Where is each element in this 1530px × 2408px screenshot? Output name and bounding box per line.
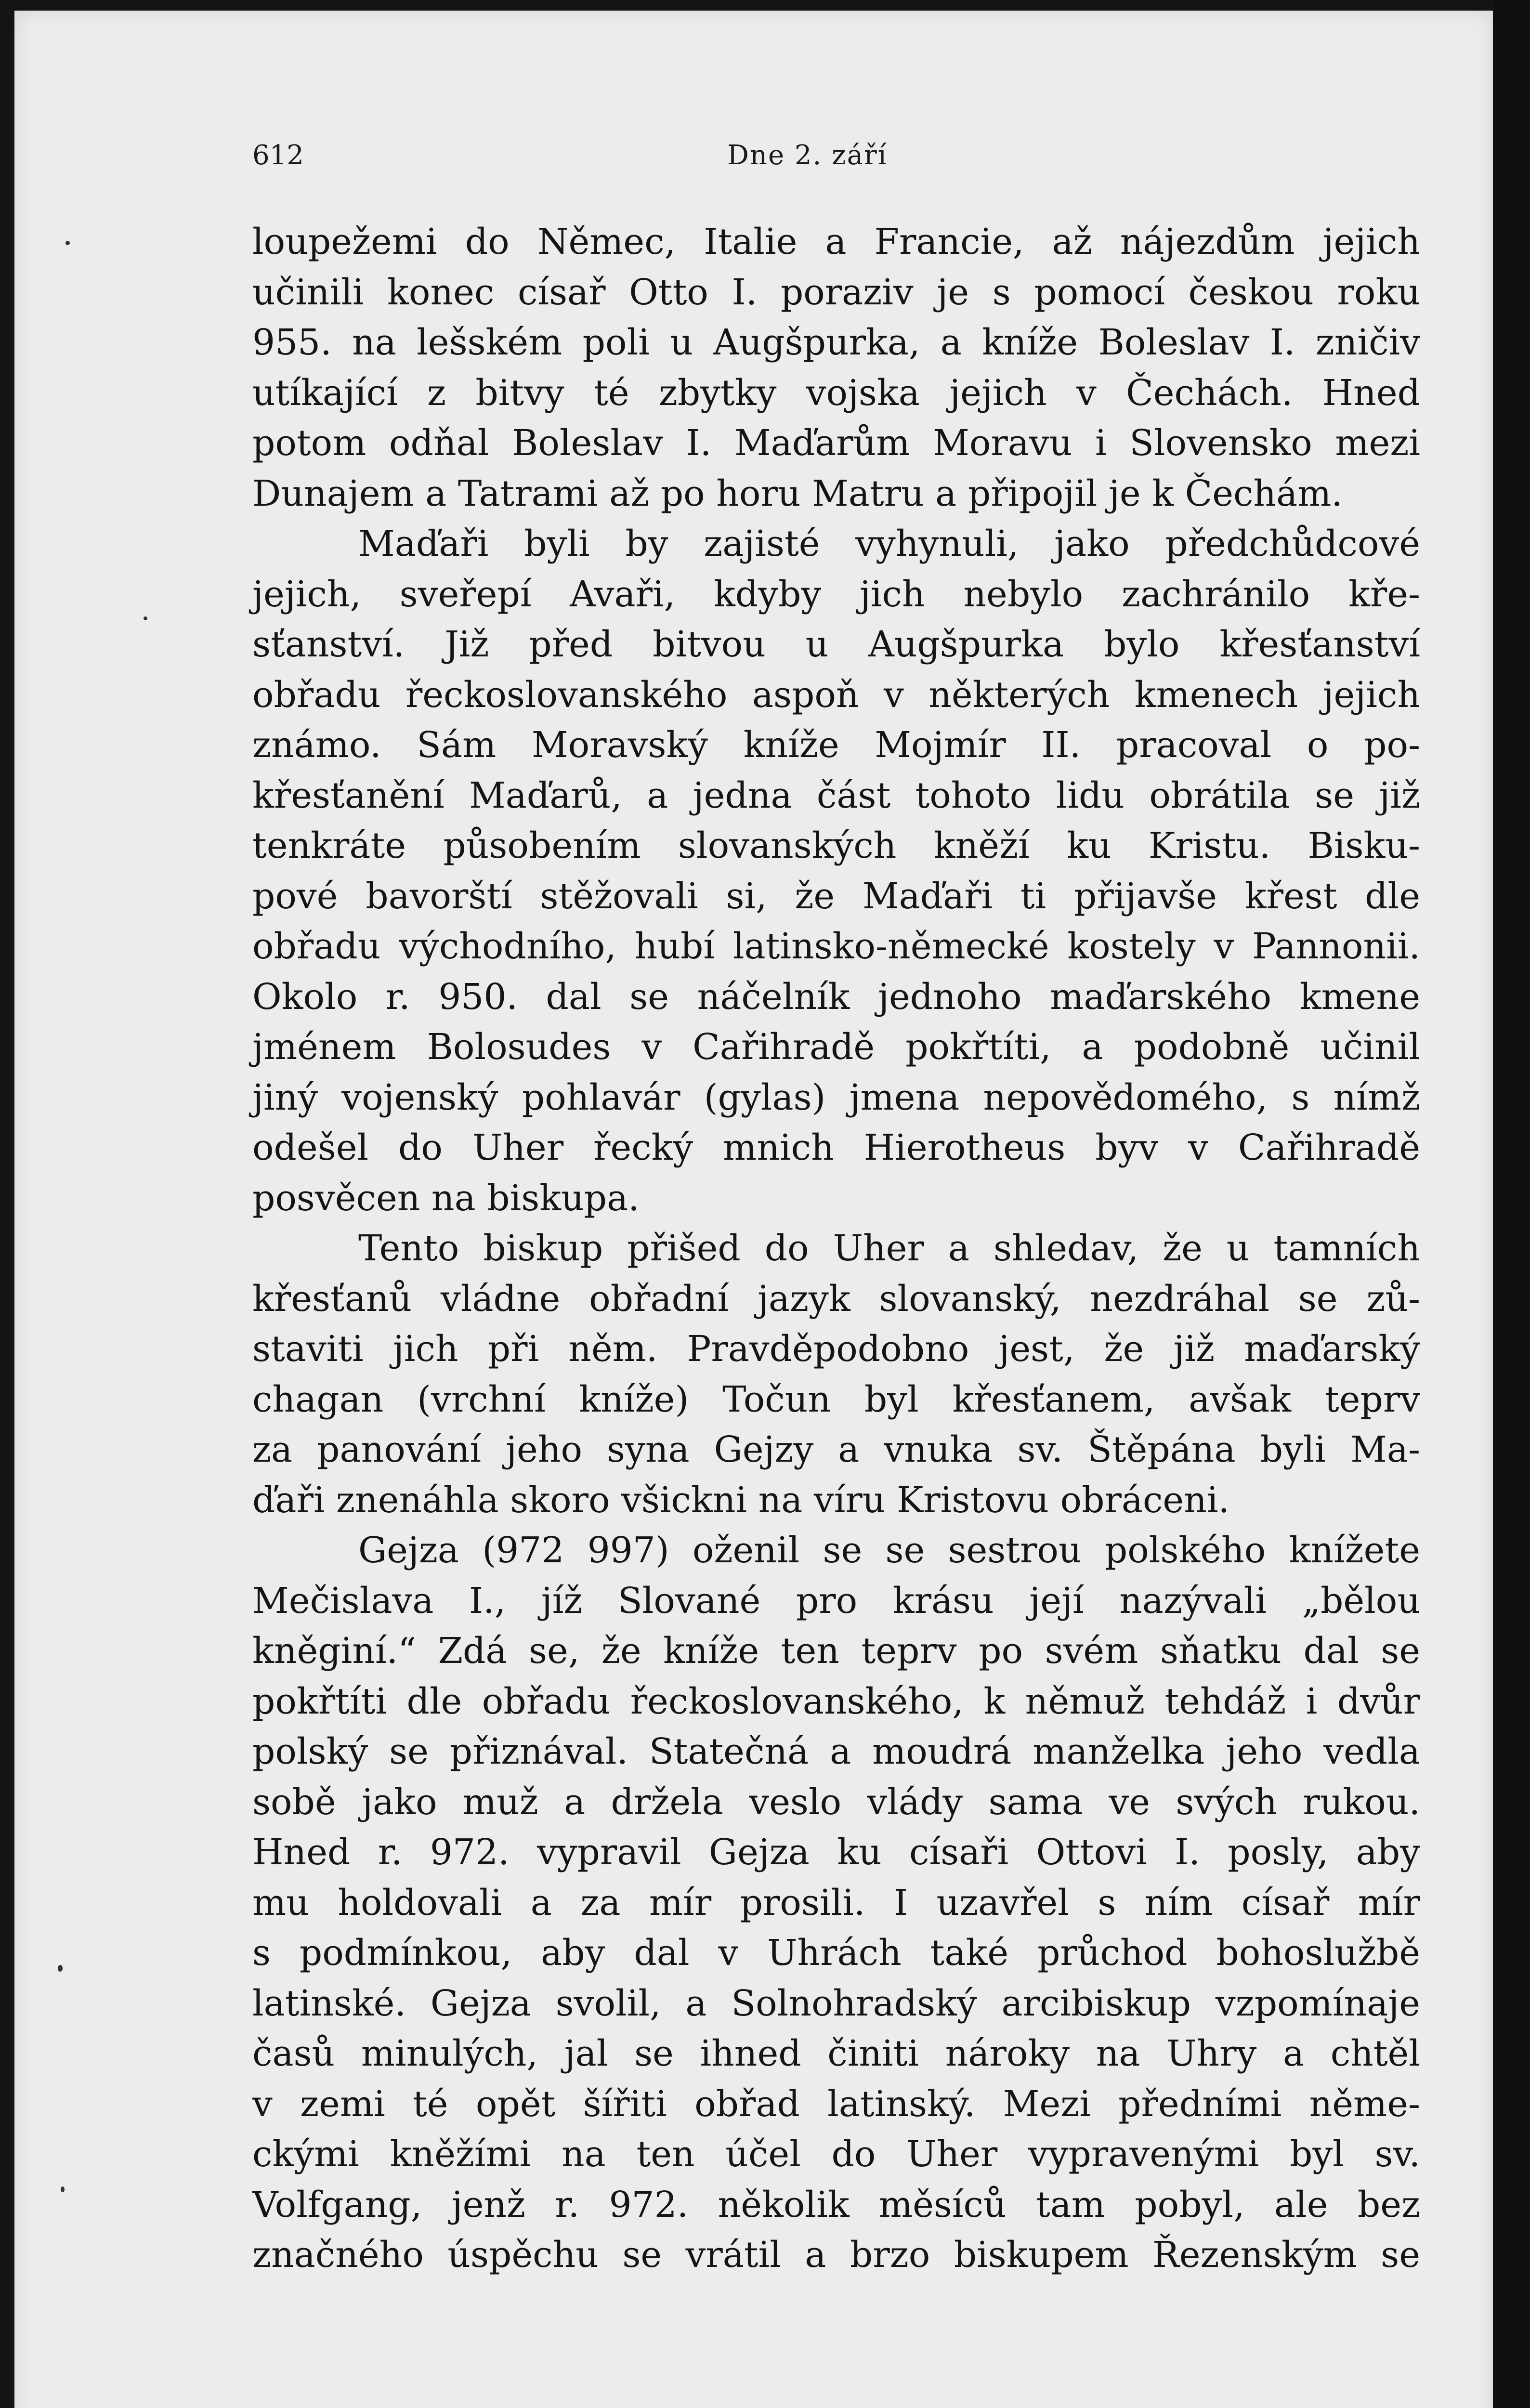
text-line: za panování jeho syna Gejzy a vnuka sv. Štěpána byli Ma- xyxy=(252,1429,1420,1470)
text-line: chagan (vrchní kníže) Točun byl křesťanem, avšak teprv xyxy=(252,1378,1420,1420)
text-line: polský se přiznával. Statečná a moudrá manželka jeho vedla xyxy=(252,1731,1420,1772)
body-text xyxy=(252,217,1420,2280)
text-line: latinské. Gejza svolil, a Solnohradský arcibiskup vzpomínaje xyxy=(252,1982,1420,2024)
text-line: časů minulých, jal se ihned činiti nároky na Uhry a chtěl xyxy=(252,2033,1420,2074)
text-line: Volfgang, jenž r. 972. několik měsíců tam pobyl, ale bez xyxy=(252,2184,1420,2225)
text-line: známo. Sám Moravský kníže Mojmír II. pracoval o po- xyxy=(252,724,1420,766)
text-line: ckými kněžími na ten účel do Uher vypravenými byl sv. xyxy=(252,2133,1420,2175)
text-line: jejich, sveřepí Avaři, kdyby jich nebylo zachránilo kře- xyxy=(252,573,1420,615)
text-line: jiný vojenský pohlavár (gylas) jmena nepovědomého, s nímž xyxy=(252,1076,1420,1118)
text-line: Mečislava I., jíž Slované pro krásu její nazývali „bělou xyxy=(252,1580,1420,1622)
text-line: posvěcen na biskupa. xyxy=(252,1177,640,1219)
text-line: obřadu východního, hubí latinsko-německé kostely v Pannonii. xyxy=(252,926,1420,967)
text-line: staviti jich při něm. Pravděpodobno jest, že již maďarský xyxy=(252,1328,1420,1370)
text-line: Dunajem a Tatrami až po horu Matru a připojil je k Čechám. xyxy=(252,472,1343,514)
text-line: křesťanů vládne obřadní jazyk slovanský, nezdráhal se zů- xyxy=(252,1278,1420,1320)
text-line: sobě jako muž a držela veslo vlády sama ve svých rukou. xyxy=(252,1781,1420,1823)
scan-speck xyxy=(65,241,70,245)
scan-speck xyxy=(61,2186,65,2192)
text-line: křesťanění Maďarů, a jedna část tohoto lidu obrátila se již xyxy=(252,774,1420,816)
text-line: s podmínkou, aby dal v Uhrách také průchod bohoslužbě xyxy=(252,1932,1420,1974)
text-line: loupežemi do Němec, Italie a Francie, až nájezdům jejich xyxy=(252,221,1420,262)
text-line: Hned r. 972. vypravil Gejza ku císaři Ottovi I. posly, aby xyxy=(252,1832,1420,1873)
text-line: kněginí.“ Zdá se, že kníže ten teprv po svém sňatku dal se xyxy=(252,1630,1420,1672)
text-line: pokřtíti dle obřadu řeckoslovanského, k němuž tehdáž i dvůr xyxy=(252,1680,1420,1722)
text-line: jménem Bolosudes v Cařihradě pokřtíti, a podobně učinil xyxy=(252,1026,1420,1068)
text-line: značného úspěchu se vrátil a brzo biskupem Řezenským se xyxy=(252,2234,1420,2276)
scan-speck xyxy=(58,1965,63,1972)
text-line: sťanství. Již před bitvou u Augšpurka bylo křesťanství xyxy=(252,624,1420,665)
text-line: pové bavorští stěžovali si, že Maďaři ti přijavše křest dle xyxy=(252,875,1420,917)
text-line: učinili konec císař Otto I. poraziv je s pomocí českou roku xyxy=(252,271,1420,313)
text-line: utíkající z bitvy té zbytky vojska jejich v Čechách. Hned xyxy=(252,372,1420,414)
text-line: Maďaři byli by zajisté vyhynuli, jako předchůdcové xyxy=(358,523,1420,564)
text-line: obřadu řeckoslovanského aspoň v některých kmenech jejich xyxy=(252,674,1420,716)
text-line: tenkráte působením slovanských kněží ku Kristu. Bisku- xyxy=(252,825,1420,866)
text-line: mu holdovali a za mír prosili. I uzavřel s ním císař mír xyxy=(252,1882,1420,1924)
page-number: 612 xyxy=(252,140,304,171)
text-line: ďaři znenáhla skoro všickni na víru Kristovu obráceni. xyxy=(252,1479,1230,1521)
scan-edge xyxy=(1493,0,1530,2408)
text-line: potom odňal Boleslav I. Maďarům Moravu i Slovensko mezi xyxy=(252,422,1420,464)
text-line: Gejza (972 997) oženil se se sestrou polského knížete xyxy=(358,1530,1420,1571)
text-line: odešel do Uher řecký mnich Hierotheus byv v Cařihradě xyxy=(252,1127,1420,1168)
text-line: Tento biskup přišed do Uher a shledav, že u tamních xyxy=(358,1228,1420,1269)
text-line: v zemi té opět šířiti obřad latinský. Mezi předními něme- xyxy=(252,2083,1420,2125)
running-title: Dne 2. září xyxy=(727,140,888,171)
scan-speck xyxy=(144,616,147,620)
text-line: Okolo r. 950. dal se náčelník jednoho maďarského kmene xyxy=(252,976,1420,1018)
text-line: 955. na lešském poli u Augšpurka, a kníže Boleslav I. zničiv xyxy=(252,322,1420,363)
running-head xyxy=(0,135,1530,183)
